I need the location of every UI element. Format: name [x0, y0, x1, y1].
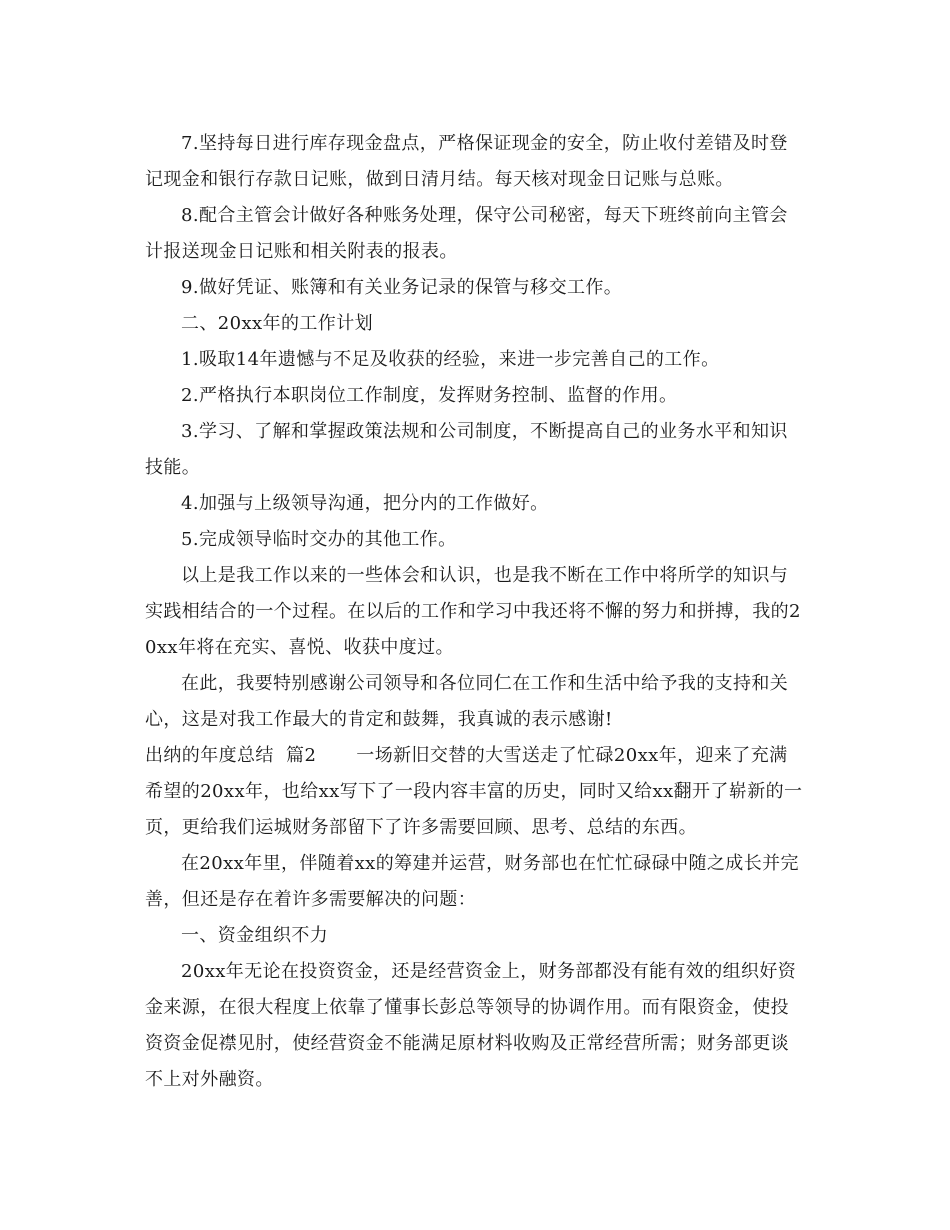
plan-item-3: 3.学习、了解和掌握政策法规和公司制度，不断提高自己的业务水平和知识技能。	[145, 421, 788, 478]
summary-paragraph: 以上是我工作以来的一些体会和认识，也是我不断在工作中将所学的知识与实践相结合的一个过程。在以后的工作和学习中我还将不懈的努力和拼搏，我的20xx年将在充实、喜悦、收获中度过。	[145, 565, 801, 658]
plan-item-2: 2.严格执行本职岗位工作制度，发挥财务控制、监督的作用。	[181, 385, 678, 406]
paragraph-item-8: 8.配合主管会计做好各种账务处理，保守公司秘密，每天下班终前向主管会计报送现金日记账和相关附表的报表。	[145, 205, 788, 262]
thanks-paragraph: 在此，我要特别感谢公司领导和各位同仁在工作和生活中给予我的支持和关心，这是对我工作最大的肯定和鼓舞，我真诚的表示感谢!	[145, 673, 789, 730]
section2-paragraph	[145, 738, 805, 846]
section-heading-work-plan: 二、20xx年的工作计划	[181, 313, 374, 334]
plan-item-4: 4.加强与上级领导沟通，把分内的工作做好。	[181, 493, 549, 514]
section2-lead-text: 一场新旧交替的大雪送走了忙碌20xx年，迎来了充满希望的20xx年，也给xx写下了一段内容丰富的历史，同时又给xx翻开了崭新的一页，更给我们运城财务部留下了许多需要回顾、思考、总结的东西。	[145, 745, 803, 838]
section2-heading: 出纳的年度总结 篇2	[145, 745, 317, 766]
plan-item-5: 5.完成领导临时交办的其他工作。	[181, 529, 457, 550]
fund-paragraph: 20xx年无论在投资资金，还是经营资金上，财务部都没有能有效的组织好资金来源，在很大程度上依靠了懂事长彭总等领导的协调作用。而有限资金，使投资资金促襟见肘，使经营资金不能满足原材料收购及正常经营所需；财务部更谈不上对外融资。	[145, 961, 797, 1090]
subheading-fund-organization: 一、资金组织不力	[181, 925, 329, 946]
paragraph-item-9: 9.做好凭证、账簿和有关业务记录的保管与移交工作。	[181, 277, 623, 298]
plan-item-1: 1.吸取14年遗憾与不足及收获的经验，来进一步完善自己的工作。	[181, 349, 720, 370]
paragraph-item-7: 7.坚持每日进行库存现金盘点，严格保证现金的安全，防止收付差错及时登记现金和银行存款日记账，做到日清月结。每天核对现金日记账与总账。	[145, 133, 788, 190]
problems-intro-paragraph: 在20xx年里，伴随着xx的筹建并运营，财务部也在忙忙碌碌中随之成长并完善，但还是存在着许多需要解决的问题：	[145, 853, 799, 910]
document-body	[145, 126, 805, 1098]
